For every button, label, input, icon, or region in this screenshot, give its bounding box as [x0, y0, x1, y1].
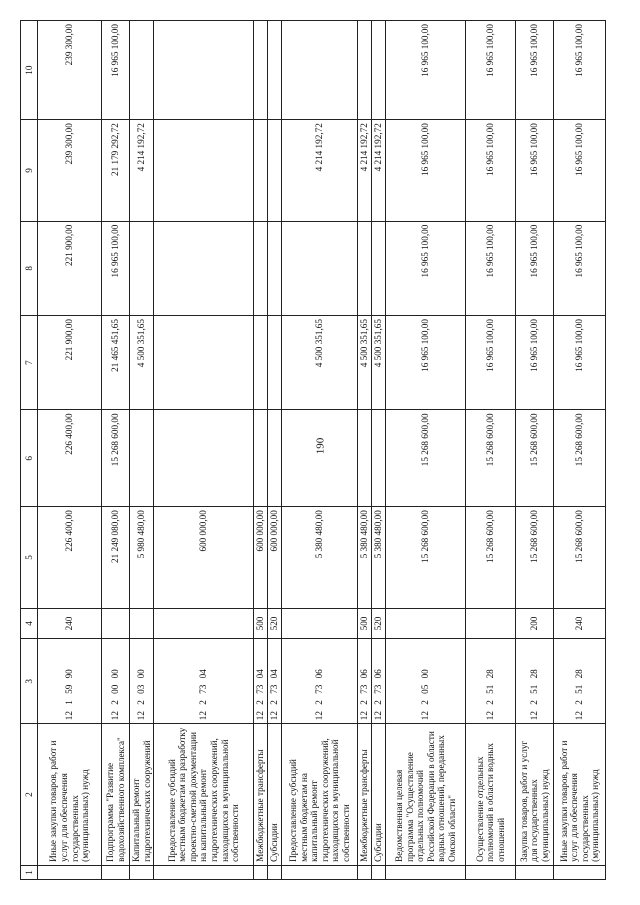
amount-cell: 16 965 100,00	[386, 221, 466, 315]
amount-cell: 21 249 080,00	[102, 507, 130, 608]
amount-cell: 221 900,00	[38, 221, 102, 315]
amount-cell	[154, 120, 254, 221]
amount-cell: 16 965 100,00	[466, 120, 516, 221]
table-row	[38, 21, 102, 880]
amount-cell	[154, 410, 254, 507]
amount-cell: 600 000,00	[154, 507, 254, 608]
table-row	[282, 21, 358, 880]
amount-cell	[372, 221, 386, 315]
amount-cell: 21 179 292,72	[102, 120, 130, 221]
amount-cell: 16 965 100,00	[102, 221, 130, 315]
vr-cell: 520	[372, 608, 386, 639]
code-cell: 12 2 73 04	[254, 639, 268, 724]
name-cell: Предоставление субсидий местным бюджетам на капитальный ремонт гидротехнических сооружений, находящихся в муниципальной собственности	[282, 724, 358, 866]
page-number: 190	[314, 437, 327, 455]
amount-cell	[130, 21, 154, 120]
code-cell: 12 2 73 04	[268, 639, 282, 724]
vr-cell	[154, 608, 254, 639]
name-cell: Предоставление субсидий местным бюджетам на разработку проектно-сметной документации на капитальный ремонт гидротехнических сооружений, находящихся в муниципальной собственности	[154, 724, 254, 866]
amount-cell: 4 500 351,65	[282, 316, 358, 410]
amount-cell	[358, 21, 372, 120]
blank-cell	[130, 865, 154, 879]
blank-cell	[254, 865, 268, 879]
amount-cell: 15 268 600,00	[554, 410, 606, 507]
header-cell: 1	[21, 865, 38, 879]
name-cell: Межбюджетные трансферты	[358, 724, 372, 866]
name-cell: Капитальный ремонт гидротехнических сооружений	[130, 724, 154, 866]
name-cell: Подпрограмма "Развитие водохозяйственного комплекса"	[102, 724, 130, 866]
amount-cell	[282, 221, 358, 315]
amount-cell: 16 965 100,00	[516, 120, 554, 221]
blank-cell	[38, 865, 102, 879]
header-cell: 10	[21, 21, 38, 120]
amount-cell: 16 965 100,00	[516, 221, 554, 315]
code-cell: 12 2 03 00	[130, 639, 154, 724]
amount-cell	[154, 221, 254, 315]
table-row	[386, 21, 466, 880]
budget-table	[20, 20, 606, 880]
amount-cell	[254, 410, 268, 507]
amount-cell: 16 965 100,00	[516, 316, 554, 410]
amount-cell	[268, 120, 282, 221]
blank-cell	[554, 865, 606, 879]
amount-cell	[282, 410, 358, 507]
table-row	[254, 21, 268, 880]
name-cell: Закупка товаров, работ и услуг для государственных (муниципальных) нужд	[516, 724, 554, 866]
amount-cell: 15 268 600,00	[102, 410, 130, 507]
amount-cell	[282, 21, 358, 120]
amount-cell	[254, 221, 268, 315]
table-row	[372, 21, 386, 880]
amount-cell: 16 965 100,00	[466, 221, 516, 315]
name-cell: Иные закупки товаров, работ и услуг для обеспечения государственных (муниципальных) нужд	[38, 724, 102, 866]
amount-cell: 16 965 100,00	[554, 221, 606, 315]
table-body	[38, 21, 606, 880]
amount-cell: 4 214 192,72	[130, 120, 154, 221]
amount-cell: 16 965 100,00	[386, 21, 466, 120]
code-cell: 12 2 73 04	[154, 639, 254, 724]
amount-cell: 5 980 480,00	[130, 507, 154, 608]
amount-cell: 239 300,00	[38, 120, 102, 221]
blank-cell	[386, 865, 466, 879]
amount-cell: 16 965 100,00	[516, 21, 554, 120]
blank-cell	[282, 865, 358, 879]
code-cell: 12 1 59 90	[38, 639, 102, 724]
amount-cell: 5 380 480,00	[282, 507, 358, 608]
vr-cell	[282, 608, 358, 639]
amount-cell: 226 400,00	[38, 507, 102, 608]
code-cell: 12 2 73 06	[358, 639, 372, 724]
amount-cell: 16 965 100,00	[386, 120, 466, 221]
amount-cell: 15 268 600,00	[554, 507, 606, 608]
blank-cell	[268, 865, 282, 879]
amount-cell: 16 965 100,00	[466, 316, 516, 410]
vr-cell	[102, 608, 130, 639]
code-cell: 12 2 05 00	[386, 639, 466, 724]
blank-cell	[372, 865, 386, 879]
amount-cell	[254, 120, 268, 221]
amount-cell	[358, 410, 372, 507]
vr-cell: 240	[38, 608, 102, 639]
amount-cell: 4 500 351,65	[358, 316, 372, 410]
name-cell: Субсидии	[372, 724, 386, 866]
header-cell: 2	[21, 724, 38, 866]
amount-cell: 239 300,00	[38, 21, 102, 120]
amount-cell	[254, 316, 268, 410]
amount-cell	[254, 21, 268, 120]
table-row	[154, 21, 254, 880]
code-cell: 12 2 51 28	[516, 639, 554, 724]
vr-cell: 200	[516, 608, 554, 639]
header-cell: 6	[21, 410, 38, 507]
amount-cell: 16 965 100,00	[102, 21, 130, 120]
amount-cell: 5 380 480,00	[358, 507, 372, 608]
header-cell: 5	[21, 507, 38, 608]
amount-cell	[154, 21, 254, 120]
blank-cell	[358, 865, 372, 879]
name-cell: Межбюджетные трансферты	[254, 724, 268, 866]
code-cell: 12 2 00 00	[102, 639, 130, 724]
amount-cell: 21 465 451,65	[102, 316, 130, 410]
amount-cell	[130, 221, 154, 315]
amount-cell	[268, 410, 282, 507]
amount-cell: 5 380 480,00	[372, 507, 386, 608]
blank-cell	[516, 865, 554, 879]
amount-cell	[372, 21, 386, 120]
name-cell: Осуществление отдельных полномочий в области водных отношений	[466, 724, 516, 866]
amount-cell: 15 268 600,00	[466, 410, 516, 507]
table-row	[102, 21, 130, 880]
amount-cell: 16 965 100,00	[554, 316, 606, 410]
amount-cell	[268, 21, 282, 120]
amount-cell: 15 268 600,00	[516, 410, 554, 507]
code-cell: 12 2 51 28	[466, 639, 516, 724]
vr-cell	[130, 608, 154, 639]
header-cell: 7	[21, 316, 38, 410]
blank-cell	[466, 865, 516, 879]
amount-cell: 15 268 600,00	[466, 507, 516, 608]
amount-cell: 15 268 600,00	[386, 410, 466, 507]
table-row	[268, 21, 282, 880]
vr-cell: 500	[358, 608, 372, 639]
vr-cell	[386, 608, 466, 639]
vr-cell: 520	[268, 608, 282, 639]
code-cell: 12 2 73 06	[372, 639, 386, 724]
amount-cell: 16 965 100,00	[554, 21, 606, 120]
amount-cell: 4 214 192,72	[372, 120, 386, 221]
amount-cell: 4 500 351,65	[372, 316, 386, 410]
vr-cell	[466, 608, 516, 639]
header-cell: 4	[21, 608, 38, 639]
table-row	[358, 21, 372, 880]
amount-cell: 4 214 192,72	[358, 120, 372, 221]
blank-cell	[102, 865, 130, 879]
table-row	[466, 21, 516, 880]
amount-cell	[130, 410, 154, 507]
amount-cell	[358, 221, 372, 315]
amount-cell	[268, 221, 282, 315]
name-cell: Субсидии	[268, 724, 282, 866]
amount-cell: 4 214 192,72	[282, 120, 358, 221]
table-row	[516, 21, 554, 880]
amount-cell: 15 268 600,00	[516, 507, 554, 608]
code-cell: 12 2 73 06	[282, 639, 358, 724]
header-cell: 9	[21, 120, 38, 221]
vr-cell: 500	[254, 608, 268, 639]
vr-cell: 240	[554, 608, 606, 639]
table-row	[554, 21, 606, 880]
header-cell: 8	[21, 221, 38, 315]
rotated-table-wrapper	[20, 20, 620, 880]
name-cell: Иные закупки товаров, работ и услуг для обеспечения государственных (муниципальных) нужд	[554, 724, 606, 866]
blank-cell	[154, 865, 254, 879]
amount-cell	[154, 316, 254, 410]
amount-cell	[372, 410, 386, 507]
header-cell: 3	[21, 639, 38, 724]
amount-cell: 15 268 600,00	[386, 507, 466, 608]
table-row	[130, 21, 154, 880]
amount-cell: 226 400,00	[38, 410, 102, 507]
code-cell: 12 2 51 28	[554, 639, 606, 724]
name-cell: Ведомственная целевая программа "Осуществление отдельных полномочий Российской Федерации в области водных отношений, переданных Омской области"	[386, 724, 466, 866]
amount-cell: 16 965 100,00	[554, 120, 606, 221]
amount-cell: 16 965 100,00	[386, 316, 466, 410]
amount-cell: 4 500 351,65	[130, 316, 154, 410]
amount-cell: 600 000,00	[254, 507, 268, 608]
amount-cell: 16 965 100,00	[466, 21, 516, 120]
header-row	[21, 21, 38, 880]
amount-cell: 600 000,00	[268, 507, 282, 608]
amount-cell: 221 900,00	[38, 316, 102, 410]
amount-cell	[268, 316, 282, 410]
